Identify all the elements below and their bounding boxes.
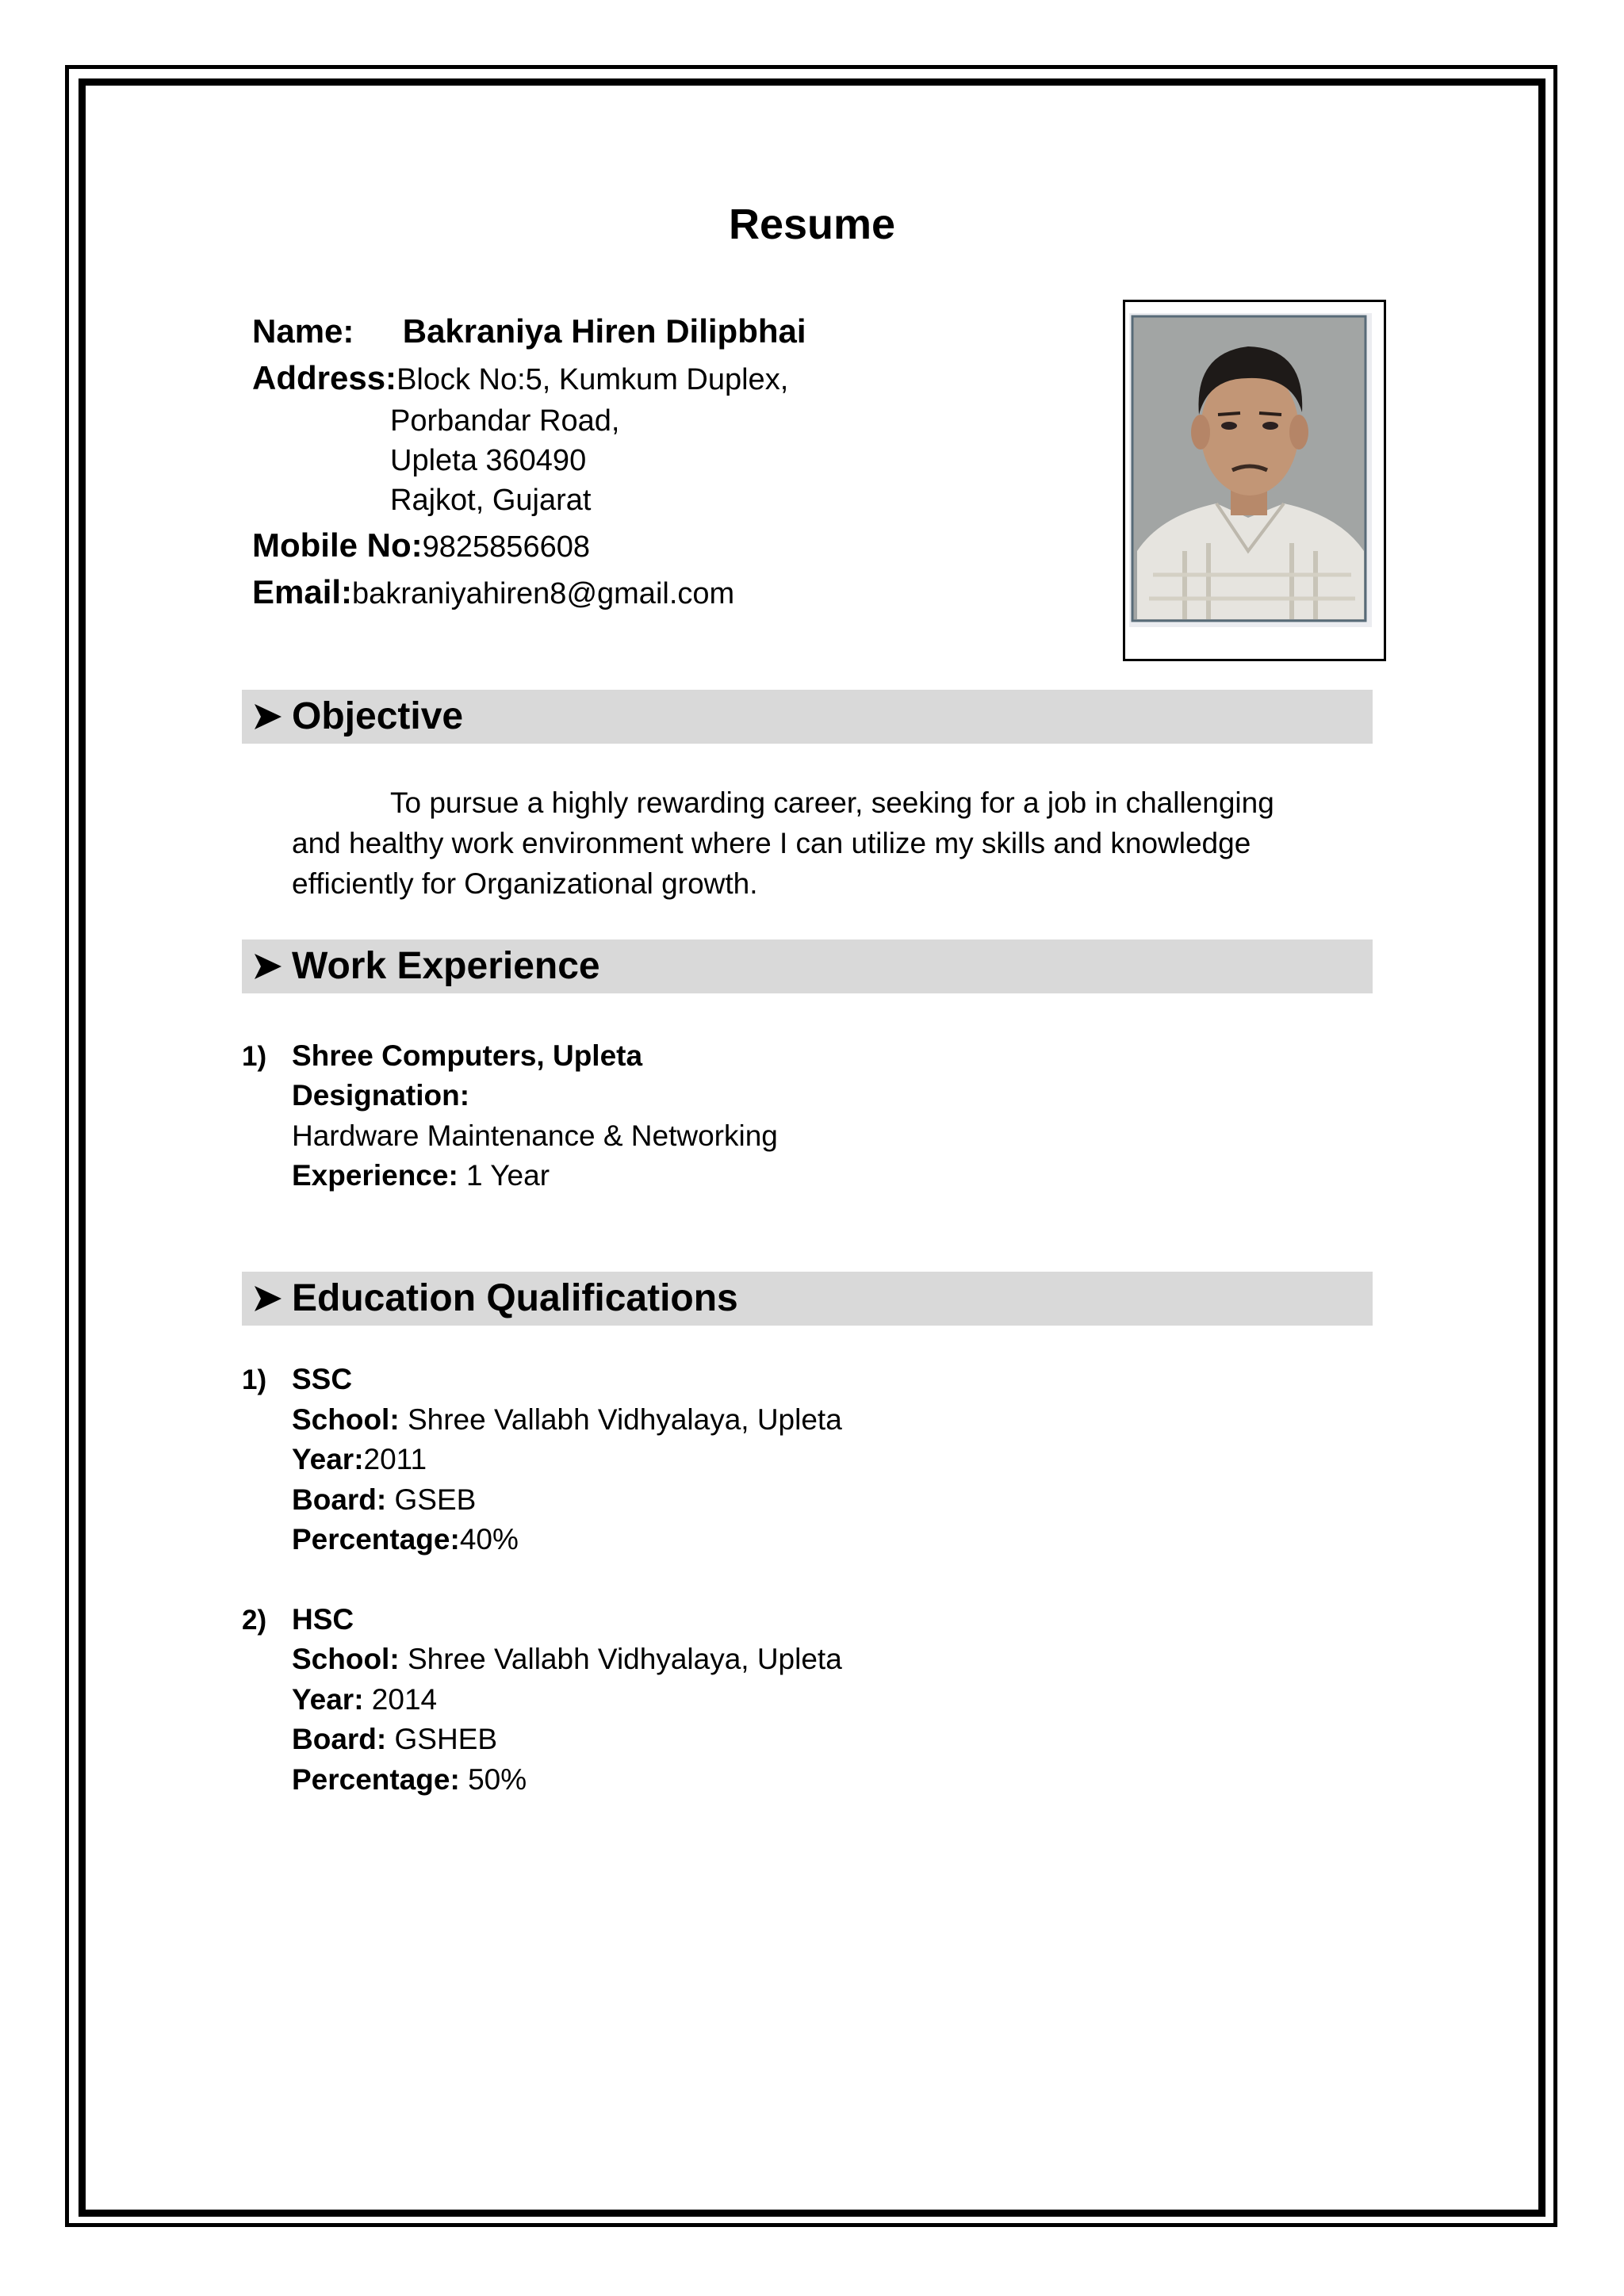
school-row bbox=[292, 1643, 842, 1676]
year-row bbox=[292, 1683, 437, 1716]
work-experience-header bbox=[242, 939, 1373, 993]
objective-header bbox=[242, 690, 1373, 744]
school-label: School: bbox=[292, 1403, 400, 1436]
board-row bbox=[292, 1483, 476, 1517]
arrow-bullet-icon bbox=[250, 1281, 285, 1316]
education-title: Education Qualifications bbox=[292, 1277, 738, 1319]
percentage-value: 50% bbox=[459, 1763, 527, 1796]
year-value: 2014 bbox=[363, 1683, 438, 1716]
percentage-label: Percentage: bbox=[292, 1523, 460, 1556]
address-line-4: Rajkot, Gujarat bbox=[390, 484, 592, 517]
address-row bbox=[252, 359, 788, 397]
education-name: HSC bbox=[292, 1603, 354, 1636]
email-value: bakraniyahiren8@gmail.com bbox=[352, 577, 735, 610]
mobile-label: Mobile No: bbox=[252, 526, 423, 564]
experience-label: Experience: bbox=[292, 1159, 458, 1192]
address-line-3: Upleta 360490 bbox=[390, 444, 587, 477]
year-label: Year: bbox=[292, 1683, 364, 1716]
arrow-bullet-icon bbox=[250, 949, 285, 984]
board-value: GSEB bbox=[386, 1483, 477, 1516]
school-value: Shree Vallabh Vidhyalaya, Upleta bbox=[399, 1643, 842, 1675]
percentage-value: 40% bbox=[459, 1523, 519, 1556]
year-value: 2011 bbox=[363, 1443, 427, 1475]
address-line-1: Block No:5, Kumkum Duplex, bbox=[396, 363, 789, 396]
work-company: Shree Computers, Upleta bbox=[292, 1039, 643, 1072]
education-item-number: 2) bbox=[242, 1605, 267, 1636]
school-row bbox=[292, 1403, 842, 1437]
education-item-number: 1) bbox=[242, 1364, 267, 1395]
resume-title: Resume bbox=[728, 201, 896, 248]
year-label: Year: bbox=[292, 1443, 364, 1475]
email-row bbox=[252, 573, 734, 611]
board-label: Board: bbox=[292, 1483, 387, 1516]
work-item-number: 1) bbox=[242, 1041, 267, 1072]
name-label: Name: bbox=[252, 312, 354, 350]
board-row bbox=[292, 1723, 497, 1756]
work-experience-title: Work Experience bbox=[292, 945, 600, 987]
school-label: School: bbox=[292, 1643, 400, 1675]
email-label: Email: bbox=[252, 573, 353, 610]
mobile-value: 9825856608 bbox=[422, 530, 590, 564]
percentage-row bbox=[292, 1523, 519, 1556]
objective-line-1: To pursue a highly rewarding career, seeking for a job in challenging bbox=[390, 786, 1274, 819]
school-value: Shree Vallabh Vidhyalaya, Upleta bbox=[399, 1403, 842, 1436]
objective-title: Objective bbox=[292, 695, 464, 737]
experience-row bbox=[292, 1159, 550, 1192]
education-header bbox=[242, 1272, 1373, 1326]
address-label: Address: bbox=[252, 359, 397, 396]
profile-photo bbox=[1129, 313, 1372, 627]
board-value: GSHEB bbox=[386, 1723, 498, 1755]
experience-value: 1 Year bbox=[458, 1159, 550, 1192]
objective-line-2: and healthy work environment where I can utilize my skills and knowledge bbox=[292, 827, 1251, 859]
arrow-bullet-icon bbox=[250, 699, 285, 734]
objective-line-3: efficiently for Organizational growth. bbox=[292, 867, 758, 900]
address-line-2: Porbandar Road, bbox=[390, 404, 620, 438]
name-value: Bakraniya Hiren Dilipbhai bbox=[402, 312, 806, 350]
percentage-label: Percentage: bbox=[292, 1763, 460, 1796]
board-label: Board: bbox=[292, 1723, 387, 1755]
year-row bbox=[292, 1443, 427, 1476]
designation-label: Designation: bbox=[292, 1079, 470, 1112]
designation-value: Hardware Maintenance & Networking bbox=[292, 1119, 778, 1152]
percentage-row bbox=[292, 1763, 527, 1797]
mobile-row bbox=[252, 526, 590, 564]
name-row bbox=[252, 312, 806, 350]
education-name: SSC bbox=[292, 1363, 353, 1395]
